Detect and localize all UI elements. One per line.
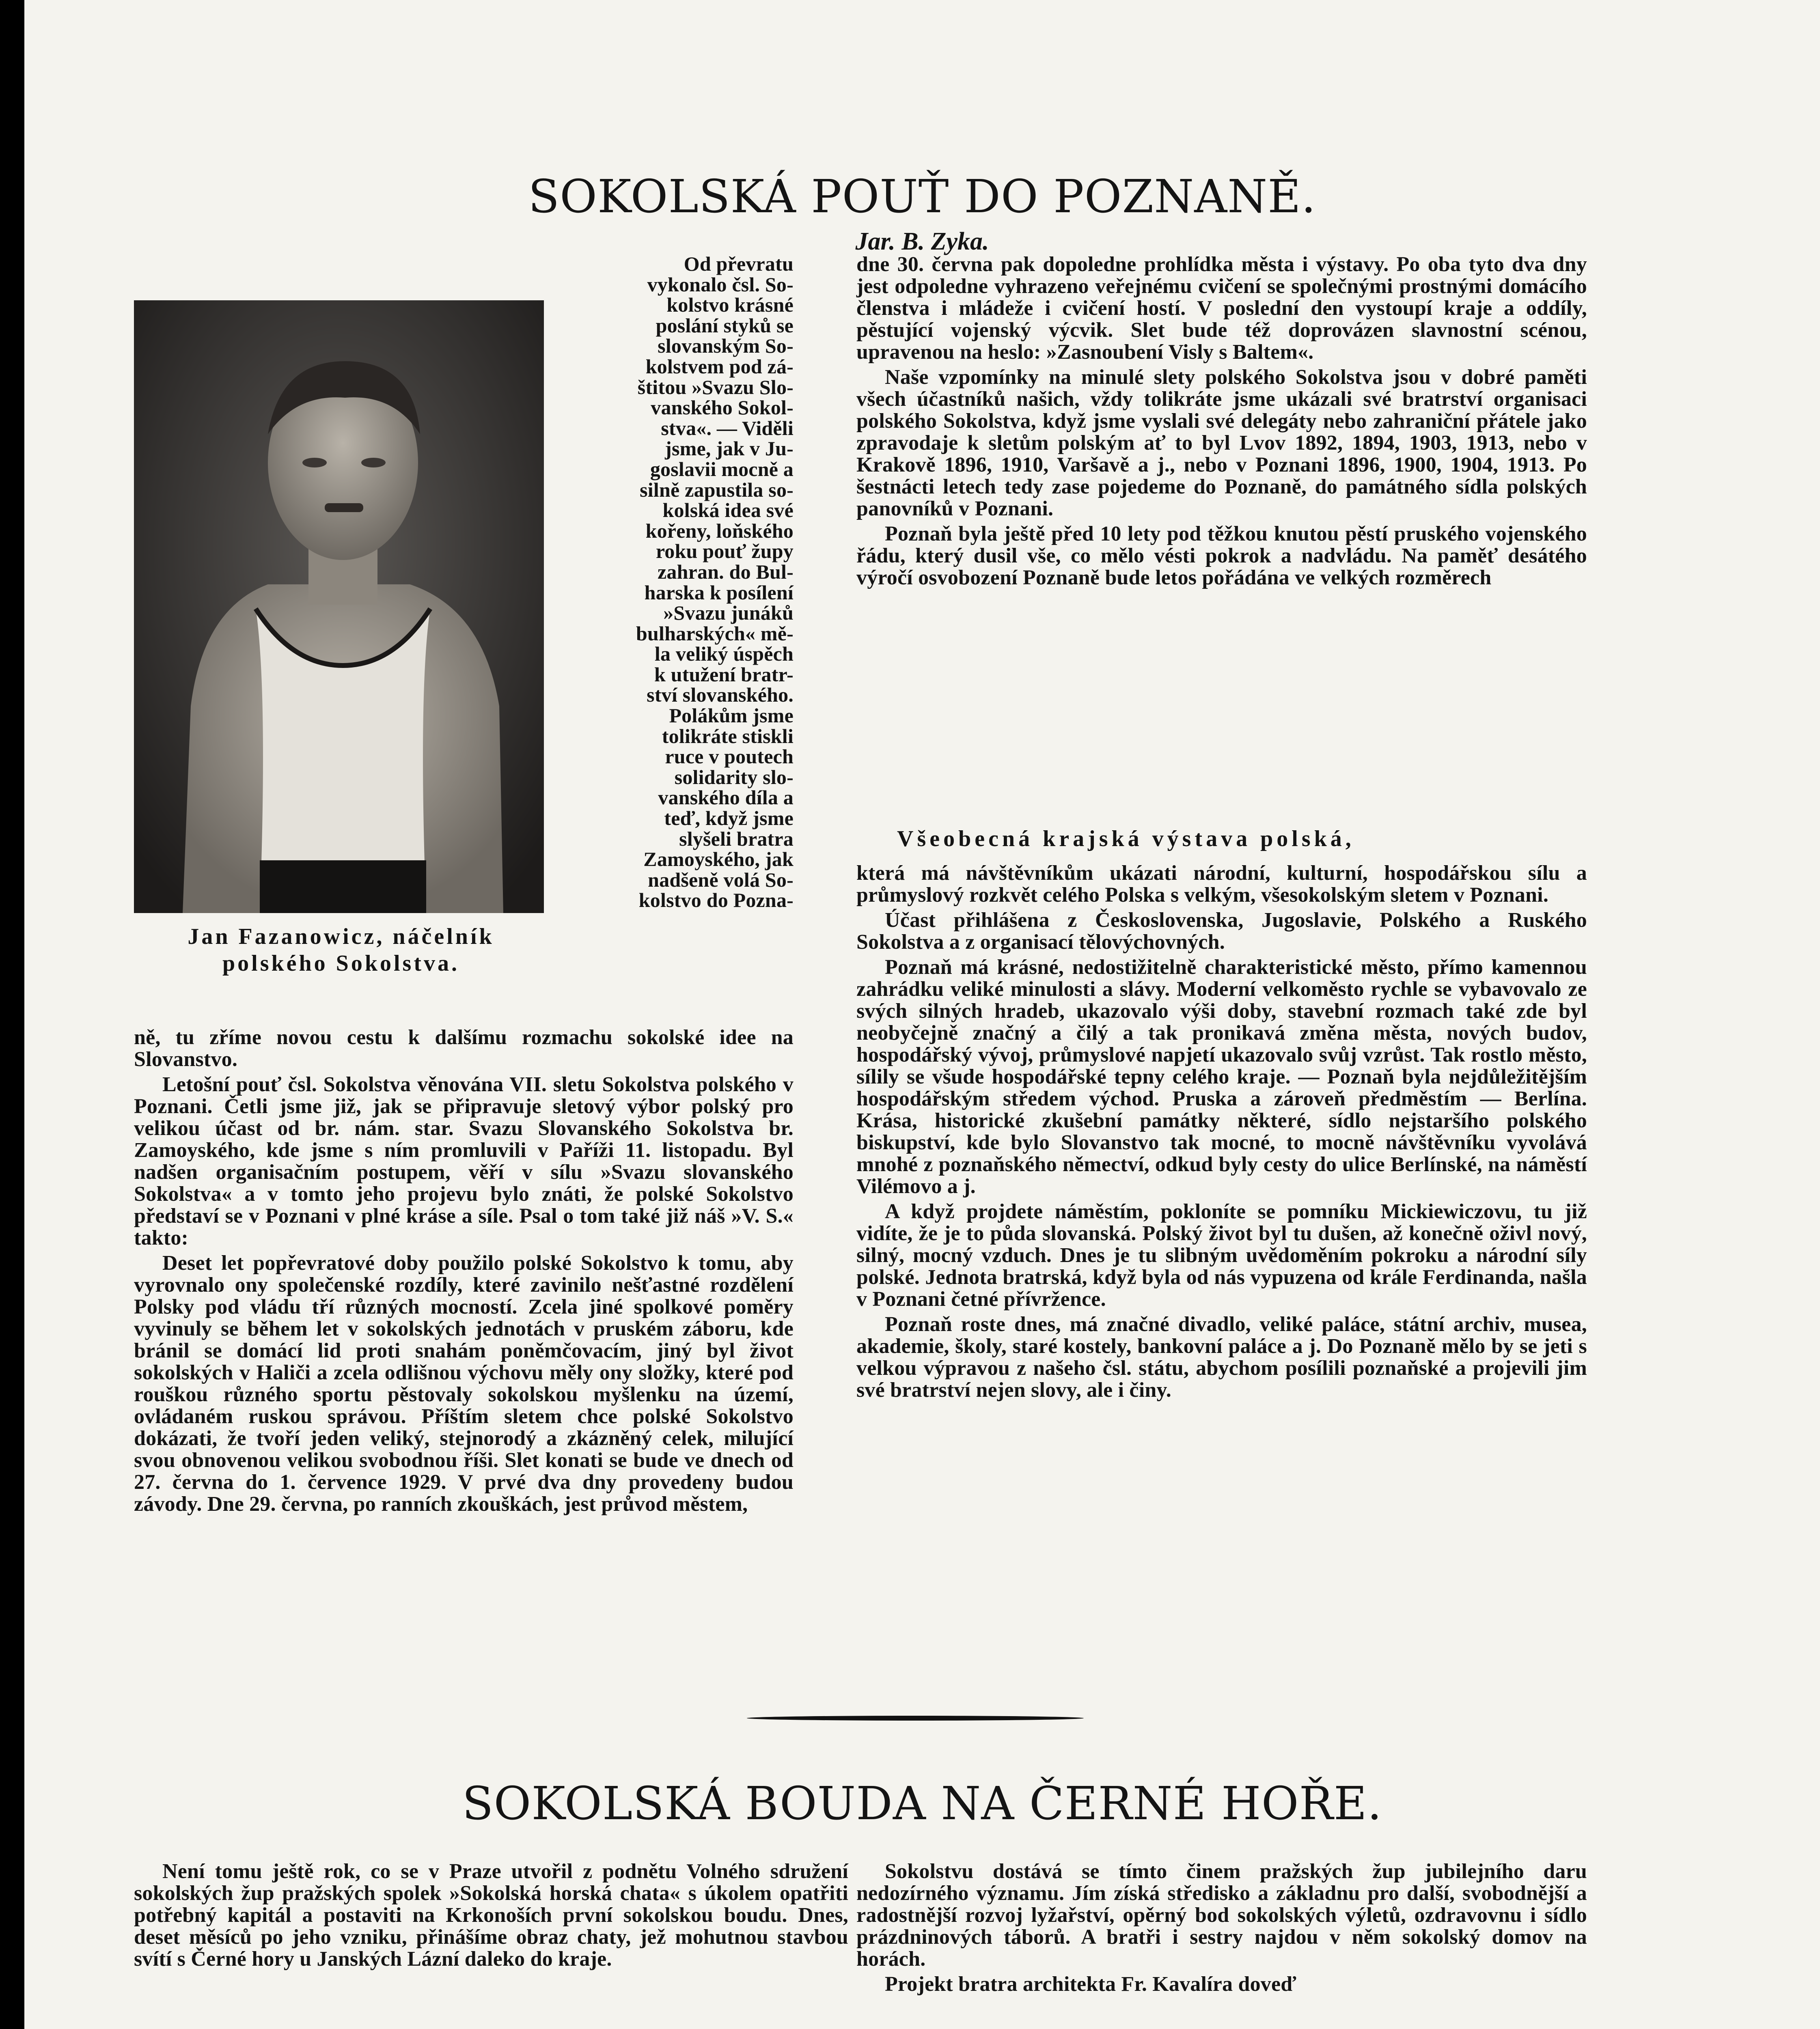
narrow-column-line: ství slovanského.: [647, 683, 794, 706]
article1-right-paragraph: Poznaň má krásné, nedostižitelně charakteristické město, přímo kamennou zahrádku veliké minulosti a slávy. Moderní velkoměsto rychle se vybavovalo ze svých silných hradeb, ukazovalo výši doby, stavební rozmach také zde byl neobyčejně značný a čilý a tak pronikavá změna města, nových budov, hospodářský vývoj, průmyslové napjetí ukazovalo svůj vzrůst. Tak rostlo město, sílily se všude hospodářské tepny celého kraje. — Poznaň byla nejdůležitějším hospodářským středem východ. Pruska a zároveň předměstím — Berlína. Krása, historické zkušební památky některé, sídlo nejstaršího polského biskupství, kde bylo Slovanstvo tak mocné, to mocně návštěvníku vyvolává mnohé z poznaňského němectví, odkud byly cesty do ulice Berlínské, na náměstí Vilémovo a j.: [856, 956, 1587, 1198]
narrow-column-line: k utužení bratr-: [654, 663, 794, 686]
article1-right-paragraph: která má návštěvníkům ukázati národní, kulturní, hospodářskou sílu a průmyslový rozkvět celého Polska s velkým, všesokolským sletem v Poznani.: [856, 862, 1587, 907]
narrow-column-line: teď, když jsme: [664, 807, 794, 830]
article2-right-paragraph: Projekt bratra architekta Fr. Kavalíra doveď: [885, 1973, 1296, 1996]
narrow-column-line: slyšeli bratra: [679, 827, 794, 850]
article1-left-column: [134, 1027, 794, 1519]
exhibition-heading: Všeobecná krajská výstava polská,: [897, 826, 1355, 851]
article2-right-column: [856, 1861, 1587, 1999]
narrow-column-line: zahran. do Bul-: [657, 560, 794, 583]
article2-left-column: [134, 1861, 848, 1973]
document-page: [24, 0, 1820, 2029]
narrow-column-line: ruce v poutech: [665, 745, 794, 768]
narrow-column-line: vykonalo čsl. So-: [647, 273, 794, 296]
narrow-column-line: stva«. — Viděli: [661, 416, 794, 439]
article1-right-paragraph: Účast přihlášena z Československa, Jugoslavie, Polského a Ruského Sokolstva a z organisací tělovýchovných.: [856, 909, 1587, 954]
narrow-column-line: slovanským So-: [658, 334, 794, 358]
narrow-column-line: vanského Sokol-: [651, 396, 794, 419]
section-divider: [747, 1716, 1084, 1721]
article1-left-paragraph: Letošní pouť čsl. Sokolstva věnována VII. sletu Sokolstva polského v Poznani. Četli jsme již, jak se připravuje sletový výbor polský pro velikou účast od br. nám. star. Svazu Slovanského Sokolstva br. Zamoyského, kde jsme s ním promluvili v Paříži 11. listopadu. Byl nadšen organisačním postupem, věří v sílu »Svazu slovanského Sokolstva« a v tomto jeho projevu bylo znáti, že polské Sokolstvo představí se v Poznani v plné kráse a síle. Psal o tom také již náš »V. S.« takto:: [134, 1073, 794, 1249]
article2-right-paragraph: Sokolstvu dostává se tímto činem pražských žup jubilejního daru nedozírného významu. Jím získá středisko a základnu pro další, svobodnější a radostnější rozvoj lyžařství, opěrný bod sokolských výletů, ozdravovnu i sídlo prázdninových táborů. A bratři i sestry najdou v něm sokolský domov na horách.: [856, 1860, 1587, 1971]
narrow-column-line: kořeny, loňského: [645, 519, 794, 542]
article1-right-paragraph: Naše vzpomínky na minulé slety polského Sokolstva jsou v dobré paměti všech účastníků našich, vždy tolikráte jsme ukázali své bratrství organisaci polského Sokolstva, když jsme vyslali své delegáty nebo zahraniční přátele jako zpravodaje k sletům polským ať to byl Lvov 1892, 1894, 1903, 1913, nebo v Krakově 1896, 1910, Varšavě a j., nebo v Poznani 1896, 1900, 1904, 1913. Po šestnácti letech tedy zase pojedeme do Poznaně, do památného sídla polských panovníků v Poznani.: [856, 366, 1587, 520]
article1-right-column-bottom: [856, 862, 1587, 1404]
narrow-column-line: bulharských« mě-: [636, 622, 794, 645]
narrow-column-line: kolstvo krásné: [666, 293, 794, 317]
article1-title: SOKOLSKÁ POUŤ DO POZNANĚ.: [528, 170, 1316, 223]
portrait-figure: [134, 300, 544, 913]
narrow-column-line: jsme, jak v Ju-: [665, 437, 794, 460]
narrow-column-line: kolská idea své: [662, 499, 794, 522]
narrow-column-line: goslavii mocně a: [650, 457, 794, 480]
article1-left-paragraph: Deset let popřevratové doby použilo polské Sokolstvo k tomu, aby vyrovnalo ony společenské rozdíly, které zavinilo nešťastné rozdělení Polsky pod vládu tří různých mocností. Zcela jiné spolkové poměry vyvinuly se během let v sokolských jednotách v pruském záboru, kde bránil se domácí lid proti snahám poněmčovacím, jiný byl život sokolských v Haliči a zcela odlišnou výchovu měly ony složky, které pod rouškou různého sportu pěstovaly sokolskou myšlenku na území, ovládaném ruskou správou. Příštím sletem chce polské Sokolstvo dokázati, že tvoří jeden veliký, stejnorodý a zkázněný celek, milující svou obnovenou velikou svobodnou říši. Slet konati se bude ve dnech od 27. června do 1. července 1929. V prvé dva dny provedeny budou závody. Dne 29. června, po ranních zkouškách, jest průvod městem,: [134, 1251, 794, 1516]
narrow-column-line: Polákům jsme: [669, 704, 794, 727]
article1-right-paragraph: dne 30. června pak dopoledne prohlídka města i výstavy. Po oba tyto dva dny jest odpoledne vyhrazeno veřejnému cvičení se společnými prostnými domácího členstva i mládeže i cvičení hostí. V poslední den vystoupí kraje a oddíly, pěstující vojenský výcvik. Slet bude též doprovázen slavnostní scénou, upravenou na heslo: »Zasnoubení Visly s Baltem«.: [856, 253, 1587, 364]
article1-right-paragraph: Poznaň byla ještě před 10 lety pod těžkou knutou pěstí pruského vojenského řádu, který dusil vše, co mělo vésti pokrok a nadvládu. Na paměť desátého výročí osvobození Poznaně bude letos pořádána ve velkých rozměrech: [856, 522, 1587, 589]
article1-narrow-column: [548, 254, 794, 911]
article1-right-paragraph: A když projdete náměstím, pokloníte se pomníku Mickiewiczovu, tu již vidíte, že je to půda slovanská. Polský život byl tu dušen, až konečně oživl nový, silný, mocný vzduch. Dnes je tu slibným uvědoměním pokroku a národní síly polské. Jednota bratrská, když byla od nás vypuzena od krále Ferdinanda, našla v Poznani četné přívržence.: [856, 1200, 1587, 1311]
narrow-column-line: »Svazu junáků: [663, 601, 794, 625]
article1-left-paragraph: ně, tu zříme novou cestu k dalšímu rozmachu sokolské idee na Slovanstvo.: [134, 1026, 794, 1071]
narrow-column-line: poslání styků se: [656, 314, 794, 337]
narrow-column-line: nadšeně volá So-: [648, 868, 794, 891]
narrow-column-line: harska k posílení: [644, 581, 794, 604]
narrow-column-line: štitou »Svazu Slo-: [637, 375, 794, 398]
narrow-column-line: vanského díla a: [658, 786, 794, 809]
narrow-column-line: kolstvo do Pozna-: [638, 889, 794, 912]
narrow-column-line: kolstvem pod zá-: [645, 355, 794, 378]
narrow-column-line: roku pouť župy: [656, 540, 794, 563]
article1-right-column-top: [856, 254, 1587, 592]
portrait-photo: [134, 300, 544, 913]
narrow-column-line: la veliký úspěch: [654, 642, 794, 666]
narrow-column-line: Od převratu: [684, 252, 794, 275]
narrow-column-line: tolikráte stiskli: [662, 724, 794, 747]
narrow-column-line: Zamoyského, jak: [643, 848, 794, 871]
narrow-column-line: solidarity slo-: [674, 765, 794, 788]
photo-caption-line: polského Sokolstva.: [222, 951, 459, 976]
photo-caption: [118, 923, 564, 977]
narrow-column-line: silně zapustila so-: [640, 478, 794, 501]
photo-caption-line: Jan Fazanowicz, náčelník: [188, 924, 494, 949]
article2-title: SOKOLSKÁ BOUDA NA ČERNÉ HOŘE.: [462, 1777, 1382, 1830]
article1-author: Jar. B. Zyka.: [855, 228, 989, 255]
article2-left-paragraph: Není tomu ještě rok, co se v Praze utvořil z podnětu Volného sdružení sokolských žup pražských spolek »Sokolská horská chata« s úkolem opatřiti potřebný kapitál a postaviti na Krkonoších první sokolskou boudu. Dnes, deset měsíců po jeho vzniku, přinášíme obraz chaty, jež mohutnou stavbou svítí s Černé hory u Janských Lázní daleko do kraje.: [134, 1860, 848, 1971]
article1-right-paragraph: Poznaň roste dnes, má značné divadlo, veliké paláce, státní archiv, musea, akademie, školy, staré kostely, bankovní paláce a j. Do Poznaně mělo by se jeti s velkou výpravou z našeho čsl. státu, abychom posílili poznaňské a projevili jim své bratrství nejen slovy, ale i činy.: [856, 1313, 1587, 1402]
